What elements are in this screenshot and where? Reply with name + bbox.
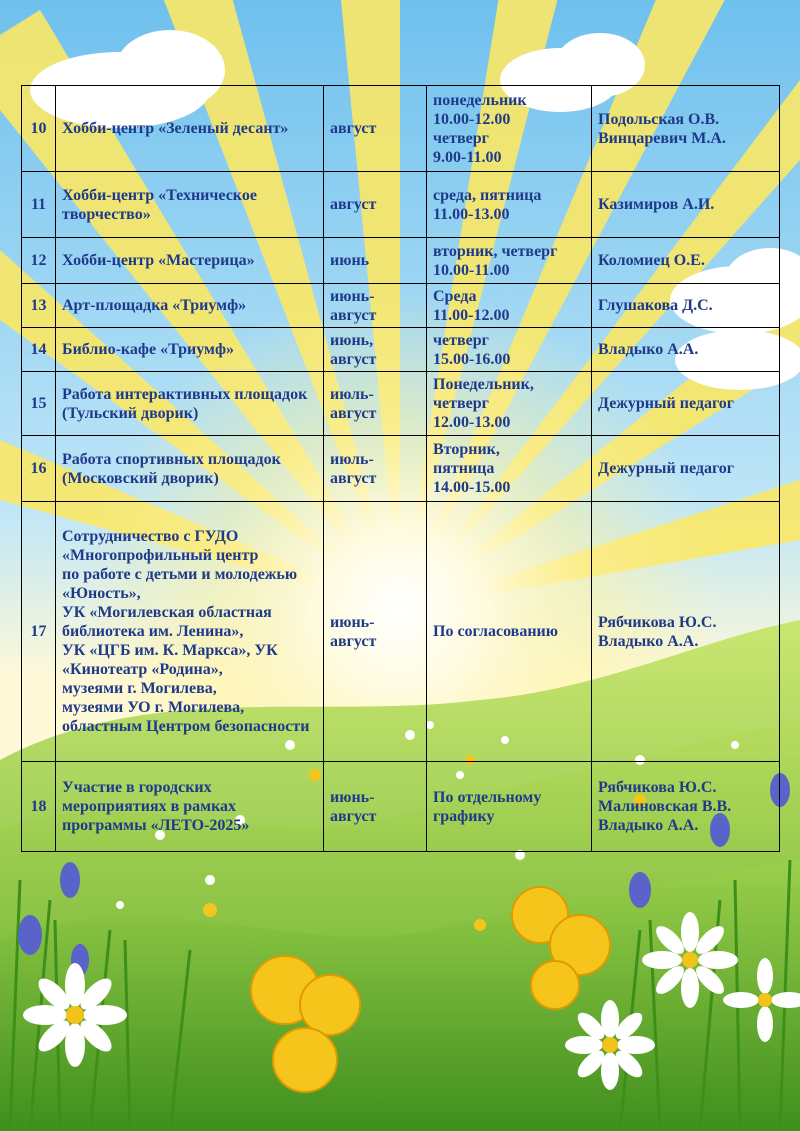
activity-cell: Библио-кафе «Триумф»: [56, 328, 324, 372]
month-cell: июнь- август: [324, 284, 427, 328]
responsible-cell: Дежурный педагог: [592, 372, 780, 436]
responsible-cell: Рябчикова Ю.С. Малиновская В.В. Владыко А.А.: [592, 762, 780, 852]
row-number: 10: [22, 86, 56, 172]
month-cell: июль- август: [324, 436, 427, 502]
activity-cell: Работа спортивных площадок (Московский дворик): [56, 436, 324, 502]
activity-cell: Работа интерактивных площадок (Тульский дворик): [56, 372, 324, 436]
row-number: 13: [22, 284, 56, 328]
responsible-cell: Владыко А.А.: [592, 328, 780, 372]
responsible-cell: Коломиец О.Е.: [592, 238, 780, 284]
month-cell: июнь: [324, 238, 427, 284]
schedule-table: [21, 85, 780, 852]
time-cell: Понедельник, четверг 12.00-13.00: [427, 372, 592, 436]
activity-cell: Хобби-центр «Зеленый десант»: [56, 86, 324, 172]
month-cell: июнь- август: [324, 502, 427, 762]
row-number: 17: [22, 502, 56, 762]
responsible-cell: Подольская О.В. Винцаревич М.А.: [592, 86, 780, 172]
activity-cell: Участие в городских мероприятиях в рамках программы «ЛЕТО-2025»: [56, 762, 324, 852]
activity-cell: Хобби-центр «Мастерица»: [56, 238, 324, 284]
table-row: [22, 436, 780, 502]
responsible-cell: Казимиров А.И.: [592, 172, 780, 238]
month-cell: июнь, август: [324, 328, 427, 372]
schedule-body: [22, 86, 780, 852]
month-cell: август: [324, 172, 427, 238]
table-row: [22, 86, 780, 172]
table-row: [22, 372, 780, 436]
activity-cell: Хобби-центр «Техническое творчество»: [56, 172, 324, 238]
activity-cell: Арт-площадка «Триумф»: [56, 284, 324, 328]
time-cell: Среда 11.00-12.00: [427, 284, 592, 328]
time-cell: Вторник, пятница 14.00-15.00: [427, 436, 592, 502]
table-row: [22, 284, 780, 328]
table-row: [22, 502, 780, 762]
responsible-cell: Дежурный педагог: [592, 436, 780, 502]
table-row: [22, 172, 780, 238]
row-number: 16: [22, 436, 56, 502]
responsible-cell: Глушакова Д.С.: [592, 284, 780, 328]
time-cell: вторник, четверг 10.00-11.00: [427, 238, 592, 284]
row-number: 14: [22, 328, 56, 372]
time-cell: понедельник 10.00-12.00 четверг 9.00-11.00: [427, 86, 592, 172]
responsible-cell: Рябчикова Ю.С. Владыко А.А.: [592, 502, 780, 762]
time-cell: среда, пятница 11.00-13.00: [427, 172, 592, 238]
time-cell: По отдельному графику: [427, 762, 592, 852]
month-cell: июнь- август: [324, 762, 427, 852]
time-cell: По согласованию: [427, 502, 592, 762]
row-number: 15: [22, 372, 56, 436]
month-cell: июль- август: [324, 372, 427, 436]
row-number: 11: [22, 172, 56, 238]
time-cell: четверг 15.00-16.00: [427, 328, 592, 372]
table-row: [22, 328, 780, 372]
table-row: [22, 238, 780, 284]
table-row: [22, 762, 780, 852]
row-number: 18: [22, 762, 56, 852]
month-cell: август: [324, 86, 427, 172]
row-number: 12: [22, 238, 56, 284]
activity-cell: Сотрудничество с ГУДО «Многопрофильный центр по работе с детьми и молодежью «Юность», УК «Могилевская областная библиотека им. Ленина», УК «ЦГБ им. К. Маркса», УК «Кинотеатр «Родина», музеями г. Могилева, музеями УО г. Могилева, областным Центром безопасности: [56, 502, 324, 762]
